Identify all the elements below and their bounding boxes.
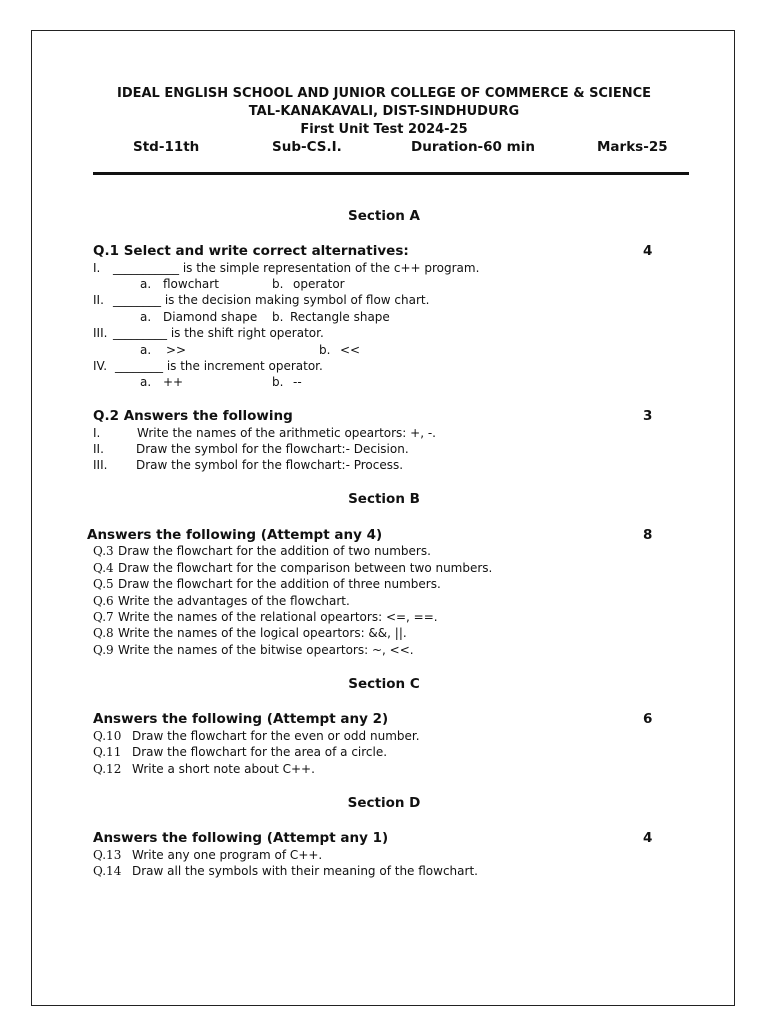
question-text: Draw all the symbols with their meaning of the flowchart. <box>132 864 478 878</box>
question-num: Q.13 <box>93 848 122 862</box>
option-b-text: << <box>340 343 361 357</box>
option-a-text: flowchart <box>163 277 219 291</box>
question-num: Q.4 <box>93 561 114 575</box>
question-text: Draw the flowchart for the addition of three numbers. <box>118 577 441 591</box>
q1-item-num: I. <box>93 261 101 275</box>
question-num: Q.14 <box>93 864 122 878</box>
q1-item-text: ________ is the decision making symbol of flow chart. <box>113 293 430 307</box>
section-c-marks: 6 <box>643 711 653 727</box>
question-text: Draw the flowchart for the addition of two numbers. <box>118 544 431 558</box>
q1-item-text: ________ is the increment operator. <box>115 359 323 373</box>
question-num: Q.7 <box>93 610 114 624</box>
section-d-title: Section D <box>347 795 421 811</box>
question-num: Q.8 <box>93 626 114 640</box>
header-divider <box>93 172 689 175</box>
question-text: Write the names of the bitwise opeartors: ~, <<. <box>118 643 414 657</box>
option-a-marker: a. <box>140 277 152 291</box>
question-num: Q.10 <box>93 729 122 743</box>
question-num: Q.12 <box>93 762 122 776</box>
question-text: Write any one program of C++. <box>132 848 323 862</box>
option-a-marker: a. <box>140 343 152 357</box>
q2-item-num: I. <box>93 426 101 440</box>
q2-item-text: Draw the symbol for the flowchart:- Process. <box>136 458 404 472</box>
section-d-marks: 4 <box>643 830 653 846</box>
exam-title: First Unit Test 2024-25 <box>300 122 468 137</box>
section-d-heading: Answers the following (Attempt any 1) <box>93 830 389 846</box>
q2-item-text: Draw the symbol for the flowchart:- Decision. <box>136 442 409 456</box>
question-num: Q.3 <box>93 544 114 558</box>
q2-marks: 3 <box>643 408 653 424</box>
section-b-title: Section B <box>348 491 420 507</box>
q2-item-num: II. <box>93 442 104 456</box>
school-name: IDEAL ENGLISH SCHOOL AND JUNIOR COLLEGE OF COMMERCE & SCIENCE <box>116 86 651 101</box>
q1-heading: Q.1 Select and write correct alternatives: <box>93 243 409 259</box>
option-a-text: >> <box>166 343 187 357</box>
question-text: Write a short note about C++. <box>132 762 315 776</box>
duration-label: Duration-60 min <box>411 139 535 155</box>
q1-marks: 4 <box>643 243 653 259</box>
question-num: Q.5 <box>93 577 114 591</box>
option-b-marker: b. <box>272 277 284 291</box>
subject-label: Sub-CS.I. <box>272 139 342 155</box>
question-num: Q.11 <box>93 745 122 759</box>
q1-item-text: ___________ is the simple representation of the c++ program. <box>113 261 480 275</box>
section-c-heading: Answers the following (Attempt any 2) <box>93 711 389 727</box>
question-num: Q.6 <box>93 594 114 608</box>
question-text: Write the names of the logical opeartors: &&, ||. <box>118 626 407 640</box>
q1-item-num: III. <box>93 326 108 340</box>
q1-item-text: _________ is the shift right operator. <box>113 326 324 340</box>
school-location: TAL-KANAKAVALI, DIST-SINDHUDURG <box>248 104 520 119</box>
question-text: Write the advantages of the flowchart. <box>118 594 350 608</box>
option-a-marker: a. <box>140 310 152 324</box>
question-num: Q.9 <box>93 643 114 657</box>
q1-item-num: IV. <box>93 359 108 373</box>
section-a-title: Section A <box>348 208 420 224</box>
option-b-text: -- <box>293 375 302 389</box>
question-text: Draw the flowchart for the even or odd number. <box>132 729 420 743</box>
option-a-text: Diamond shape <box>163 310 258 324</box>
option-b-text: operator <box>293 277 345 291</box>
q2-item-num: III. <box>93 458 108 472</box>
q2-item-text: Write the names of the arithmetic opeartors: +, -. <box>137 426 436 440</box>
section-c-title: Section C <box>348 676 420 692</box>
question-text: Draw the flowchart for the comparison between two numbers. <box>118 561 493 575</box>
section-b-heading: Answers the following (Attempt any 4) <box>87 527 383 543</box>
std-label: Std-11th <box>133 139 200 155</box>
q2-heading: Q.2 Answers the following <box>93 408 293 424</box>
question-text: Write the names of the relational opeartors: <=, ==. <box>118 610 438 624</box>
option-a-marker: a. <box>140 375 152 389</box>
section-b-marks: 8 <box>643 527 653 543</box>
question-text: Draw the flowchart for the area of a circle. <box>132 745 388 759</box>
option-b-text: Rectangle shape <box>290 310 390 324</box>
option-b-marker: b. <box>272 310 284 324</box>
marks-label: Marks-25 <box>597 139 668 155</box>
option-a-text: ++ <box>163 375 184 389</box>
option-b-marker: b. <box>319 343 331 357</box>
q1-item-num: II. <box>93 293 104 307</box>
option-b-marker: b. <box>272 375 284 389</box>
